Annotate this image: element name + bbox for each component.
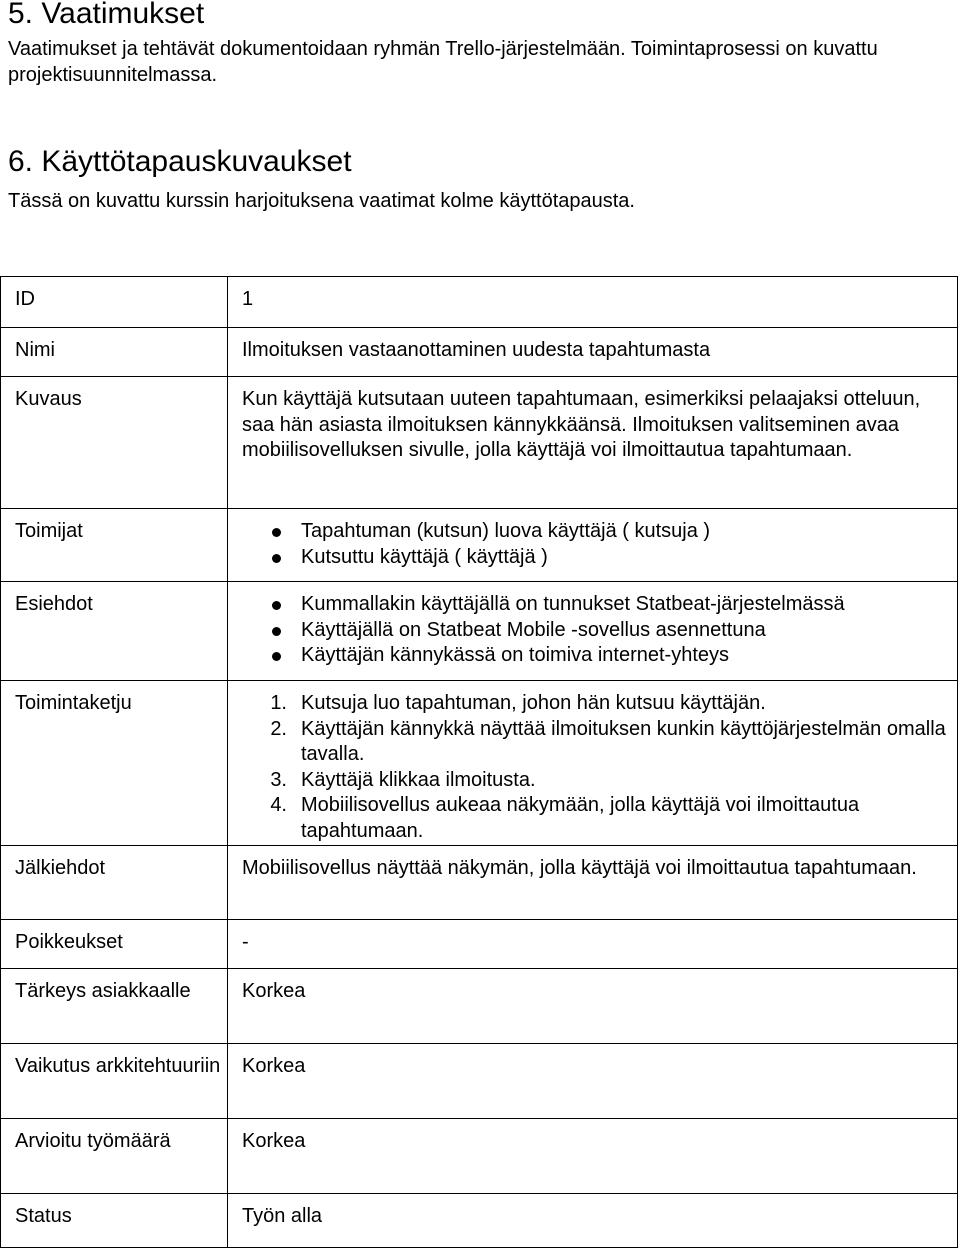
step-text: Käyttäjän kännykkä näyttää ilmoituksen kunkin käyttöjärjestelmän omalla tavalla. [301, 717, 946, 766]
flow-steps [242, 691, 947, 845]
actors-value [228, 509, 958, 582]
list-item: Tapahtuman (kutsun) luova käyttäjä ( kutsuja ) [242, 519, 947, 545]
id-value: 1 [228, 277, 958, 328]
row-postconditions [1, 846, 958, 920]
actors-list [242, 519, 947, 570]
name-label: Nimi [1, 328, 228, 377]
id-label: ID [1, 277, 228, 328]
flow-label: Toimintaketju [1, 681, 228, 846]
step-number: 2. [270, 717, 287, 740]
row-actors [1, 509, 958, 582]
row-id [1, 277, 958, 328]
postconditions-value: Mobiilisovellus näyttää näkymän, jolla käyttäjä voi ilmoittautua tapahtumaan. [228, 846, 958, 920]
status-label: Status [1, 1194, 228, 1248]
row-architecture-impact [1, 1044, 958, 1119]
customer-priority-label: Tärkeys asiakkaalle [1, 969, 228, 1044]
list-item: Kutsuttu käyttäjä ( käyttäjä ) [242, 545, 947, 571]
step-number: 1. [270, 692, 287, 714]
flow-step [242, 793, 947, 844]
section-5-text: Vaatimukset ja tehtävät dokumentoidaan ryhmän Trello-järjestelmään. Toimintaprosessi on kuvattu projektisuunnitelmassa. [8, 38, 878, 86]
architecture-impact-label: Vaikutus arkkitehtuuriin [1, 1044, 228, 1119]
row-status [1, 1194, 958, 1248]
step-text: Mobiilisovellus aukeaa näkymään, jolla käyttäjä voi ilmoittautua tapahtumaan. [301, 794, 860, 842]
exceptions-label: Poikkeukset [1, 920, 228, 969]
section-6-heading: 6. Käyttötapauskuvaukset [8, 145, 352, 178]
exceptions-value: - [228, 920, 958, 969]
effort-estimate-label: Arvioitu työmäärä [1, 1119, 228, 1194]
section-5-heading: 5. Vaatimukset [8, 0, 205, 30]
preconditions-label: Esiehdot [1, 582, 228, 681]
description-value: Kun käyttäjä kutsutaan uuteen tapahtumaan, esimerkiksi pelaajaksi otteluun, saa hän asiasta ilmoituksen kännykkäänsä. Ilmoituksen valitseminen avaa mobiilisovelluksen sivulle, jolla käyttäjä voi ilmoittautua tapahtumaan. [228, 377, 958, 509]
row-effort-estimate [1, 1119, 958, 1194]
step-number: 3. [270, 768, 287, 791]
step-text: Käyttäjä klikkaa ilmoitusta. [301, 768, 536, 791]
row-description [1, 377, 958, 509]
postconditions-label: Jälkiehdot [1, 846, 228, 920]
description-label: Kuvaus [1, 377, 228, 509]
use-case-table [0, 276, 958, 1248]
flow-step [242, 768, 947, 794]
flow-step [242, 691, 947, 717]
row-exceptions [1, 920, 958, 969]
effort-estimate-value: Korkea [228, 1119, 958, 1194]
row-customer-priority [1, 969, 958, 1044]
step-text: Kutsuja luo tapahtuman, johon hän kutsuu käyttäjän. [301, 692, 766, 714]
section-6-text: Tässä on kuvattu kurssin harjoituksena vaatimat kolme käyttötapausta. [8, 190, 635, 212]
flow-value [228, 681, 958, 846]
name-value: Ilmoituksen vastaanottaminen uudesta tapahtumasta [228, 328, 958, 377]
row-name [1, 328, 958, 377]
step-number: 4. [270, 794, 287, 817]
preconditions-list [242, 592, 947, 669]
row-preconditions [1, 582, 958, 681]
status-value: Työn alla [228, 1194, 958, 1248]
architecture-impact-value: Korkea [228, 1044, 958, 1119]
list-item: Käyttäjällä on Statbeat Mobile -sovellus asennettuna [242, 618, 947, 644]
flow-step [242, 717, 947, 768]
list-item: Kummallakin käyttäjällä on tunnukset Statbeat-järjestelmässä [242, 592, 947, 618]
preconditions-value [228, 582, 958, 681]
list-item: Käyttäjän kännykässä on toimiva internet-yhteys [242, 643, 947, 669]
row-flow [1, 681, 958, 846]
actors-label: Toimijat [1, 509, 228, 582]
customer-priority-value: Korkea [228, 969, 958, 1044]
